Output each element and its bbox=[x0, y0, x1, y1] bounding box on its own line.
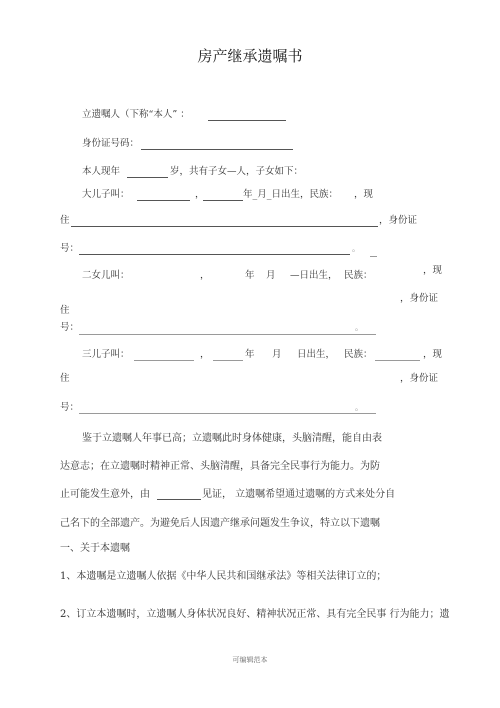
child1-live-label: 住 bbox=[60, 215, 70, 226]
child3-comma: ， bbox=[200, 349, 210, 360]
child1-idcert-text: ，身份证 bbox=[379, 215, 418, 226]
child2-end-mark: 。 bbox=[355, 323, 363, 332]
para-line-2: 达意志；在立遗嘱时精神正常、头脑清醒，具备完全民事行为能力。为防 bbox=[60, 461, 380, 472]
child2-month: 月 bbox=[266, 270, 276, 281]
child3-month: 月 bbox=[272, 349, 282, 360]
child2-comma: ， bbox=[200, 270, 210, 281]
child3-year: 年 bbox=[245, 349, 255, 360]
child1-now-text: ，现 bbox=[354, 189, 374, 200]
child3-name-blank[interactable] bbox=[134, 360, 194, 361]
child1-line-tail bbox=[370, 256, 377, 257]
child2-idcert-text: ，身份证 bbox=[400, 293, 439, 304]
child3-idcert-text: ，身份证 bbox=[400, 373, 439, 384]
child3-day: 日出生， bbox=[297, 349, 336, 360]
intro-children-text: 岁，共有子女—人，子女如下： bbox=[170, 166, 304, 177]
para-line-3a: 止可能发生意外，由 bbox=[60, 489, 150, 500]
child3-ethnic-blank[interactable] bbox=[375, 360, 420, 361]
child1-year-blank[interactable] bbox=[203, 200, 243, 201]
child2-year: 年 bbox=[245, 270, 255, 281]
child1-id-blank[interactable] bbox=[79, 254, 350, 255]
child1-end-mark: 。 bbox=[352, 244, 360, 253]
para-line-1: 鉴于立遗嘱人年事已高；立遗嘱此时身体健康，头脑清醒，能自由表 bbox=[82, 433, 382, 444]
child2-id-blank[interactable] bbox=[79, 334, 376, 335]
item-2: 2、订立本遗嘱时，立遗嘱人身体状况良好、精神状况正常、具有完全民事 行为能力；遗 bbox=[60, 609, 450, 620]
child1-num-label: 号： bbox=[60, 243, 80, 254]
child1-comma: ， bbox=[195, 189, 205, 200]
witness-blank[interactable] bbox=[157, 499, 201, 500]
child3-id-blank[interactable] bbox=[79, 413, 376, 414]
child3-year-blank[interactable] bbox=[213, 360, 243, 361]
section-1-heading: 一、关于本遗嘱 bbox=[60, 543, 130, 554]
para-line-3b: 见证， 立遗嘱希望通过遗嘱的方式来处分自 bbox=[202, 489, 396, 500]
id-label: 身份证号码： bbox=[82, 138, 140, 149]
child1-name-blank[interactable] bbox=[137, 200, 190, 201]
document-title: 房产继承遗嘱书 bbox=[197, 47, 303, 65]
child2-num-label: 号： bbox=[60, 322, 80, 333]
child1-date-text: 年_月_日出生，民族： bbox=[243, 189, 339, 200]
footer-note: 可编辑范本 bbox=[232, 656, 268, 664]
child3-num-label: 号： bbox=[60, 402, 80, 413]
child2-ethnic: 民族： bbox=[344, 270, 373, 281]
item-1: 1、本遗嘱是立遗嘱人依据《中华人民共和国继承法》等相关法律订立的； bbox=[60, 571, 387, 582]
intro-age-label: 本人现年 bbox=[82, 166, 121, 177]
child1-label: 大儿子叫： bbox=[82, 189, 130, 200]
child2-label: 二女儿叫： bbox=[82, 270, 130, 281]
child3-live-label: 住 bbox=[60, 373, 70, 384]
child3-end-mark: 。 bbox=[355, 403, 363, 412]
age-blank[interactable] bbox=[127, 177, 168, 178]
para-line-4: 己名下的全部遗产。为避免后人因遗产继承问题发生争议，特立以下遗嘱 bbox=[60, 518, 380, 529]
testator-name-blank[interactable] bbox=[208, 120, 286, 121]
child2-live-label: 住 bbox=[60, 305, 70, 316]
child3-now-text: ，现 bbox=[423, 349, 443, 360]
child2-day: —日出生， bbox=[290, 270, 338, 281]
child3-label: 三儿子叫： bbox=[82, 349, 130, 360]
child3-ethnic: 民族： bbox=[344, 349, 373, 360]
testator-label: 立遗嘱人（下称“本人” ： bbox=[82, 109, 190, 120]
id-number-blank[interactable] bbox=[141, 149, 293, 150]
child2-now-text: ，现 bbox=[423, 265, 443, 276]
child1-address-blank[interactable] bbox=[71, 226, 378, 227]
